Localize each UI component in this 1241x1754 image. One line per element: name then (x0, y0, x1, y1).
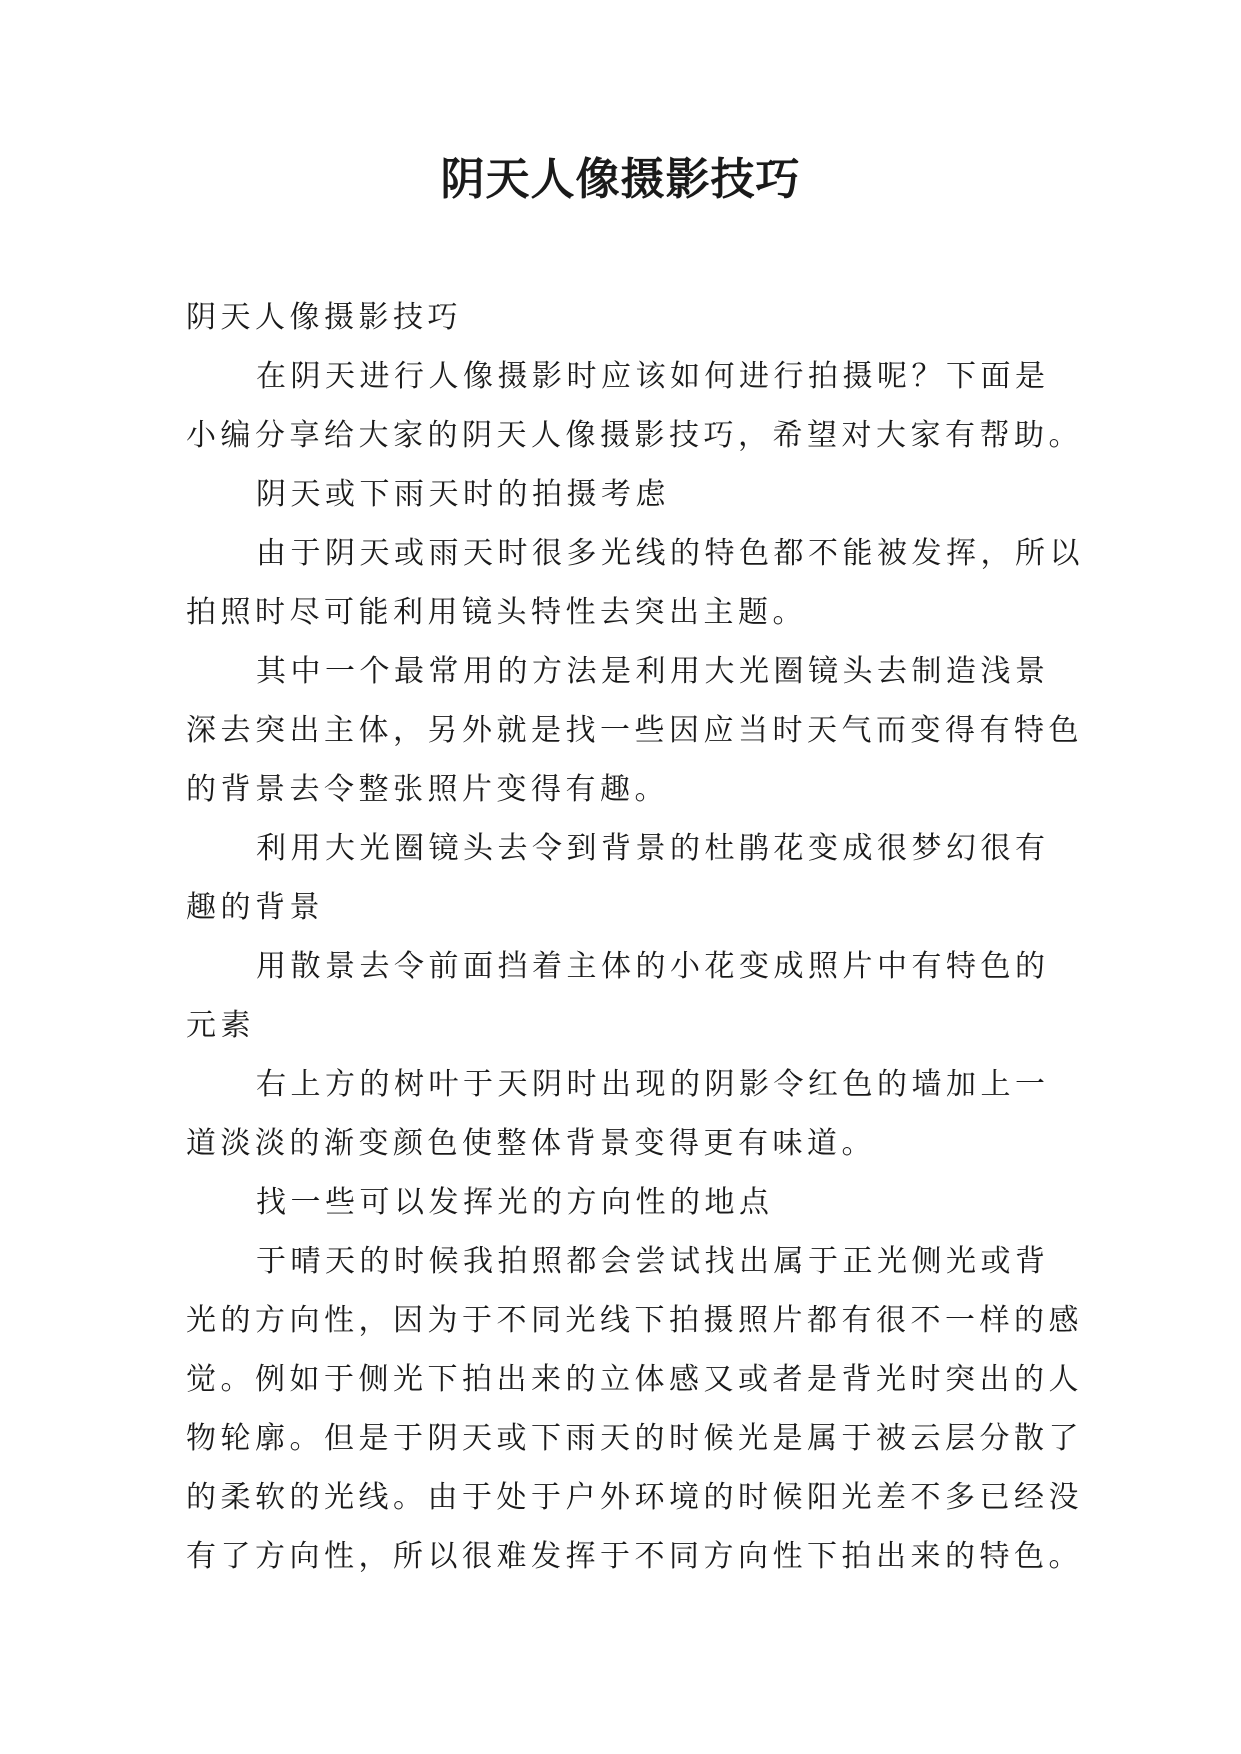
body-line: 阴天人像摄影技巧 (186, 300, 462, 335)
body-line: 光的方向性，因为于不同光线下拍摄照片都有很不一样的感 (186, 1303, 1083, 1338)
body-line: 于晴天的时候我拍照都会尝试找出属于正光侧光或背 (256, 1244, 1050, 1279)
document-title: 阴天人像摄影技巧 (440, 154, 801, 205)
body-line: 道淡淡的渐变颜色使整体背景变得更有味道。 (186, 1126, 876, 1161)
body-line: 的背景去令整张照片变得有趣。 (186, 772, 669, 807)
body-line: 拍照时尽可能利用镜头特性去突出主题。 (186, 595, 807, 630)
body-line: 觉。例如于侧光下拍出来的立体感又或者是背光时突出的人 (186, 1362, 1083, 1397)
body-line: 其中一个最常用的方法是利用大光圈镜头去制造浅景 (256, 654, 1050, 689)
body-line: 阴天或下雨天时的拍摄考虑 (256, 477, 670, 512)
body-line: 右上方的树叶于天阴时出现的阴影令红色的墙加上一 (256, 1067, 1050, 1102)
body-line: 深去突出主体，另外就是找一些因应当时天气而变得有特色 (186, 713, 1083, 748)
body-line: 的柔软的光线。由于处于户外环境的时候阳光差不多已经没 (186, 1480, 1083, 1515)
body-line: 元素 (186, 1008, 255, 1043)
document-body (186, 288, 1084, 1586)
body-line: 用散景去令前面挡着主体的小花变成照片中有特色的 (256, 949, 1050, 984)
body-line: 由于阴天或雨天时很多光线的特色都不能被发挥，所以 (256, 536, 1084, 571)
body-line: 找一些可以发挥光的方向性的地点 (256, 1185, 774, 1220)
body-line: 有了方向性，所以很难发挥于不同方向性下拍出来的特色。 (186, 1539, 1083, 1574)
body-line: 在阴天进行人像摄影时应该如何进行拍摄呢？下面是 (256, 359, 1050, 394)
body-line: 小编分享给大家的阴天人像摄影技巧，希望对大家有帮助。 (186, 418, 1083, 453)
body-line: 趣的背景 (186, 890, 324, 925)
body-line: 利用大光圈镜头去令到背景的杜鹃花变成很梦幻很有 (256, 831, 1050, 866)
body-line: 物轮廓。但是于阴天或下雨天的时候光是属于被云层分散了 (186, 1421, 1083, 1456)
